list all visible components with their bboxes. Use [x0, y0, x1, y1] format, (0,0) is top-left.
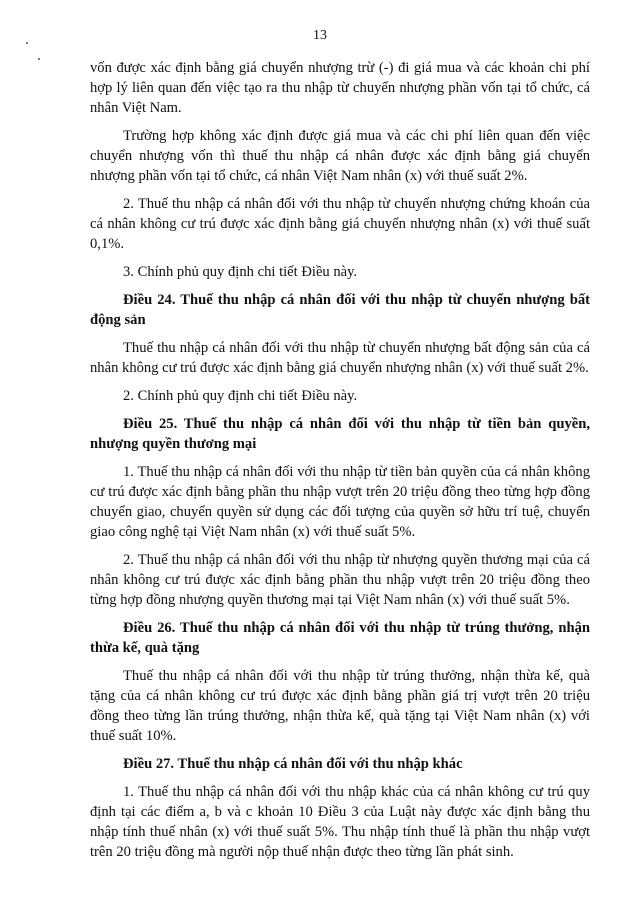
paragraph: Thuế thu nhập cá nhân đối với thu nhập từ trúng thưởng, nhận thừa kế, quà tặng của cá nhân không cư trú được xác định bằng phần giá trị vượt trên 20 triệu đồng theo từng lần trúng thưởng, nhận thừa kế, quà tặng tại Việt Nam nhân (x) với thuế suất 10%.: [90, 668, 590, 744]
paragraph: 2. Thuế thu nhập cá nhân đối với thu nhập từ chuyển nhượng chứng khoán của cá nhân không cư trú được xác định bằng giá chuyển nhượng nhân (x) với thuế suất 0,1%.: [90, 196, 590, 252]
article-heading-27: Điều 27. Thuế thu nhập cá nhân đối với thu nhập khác: [123, 756, 463, 772]
article-heading-24: Điều 24. Thuế thu nhập cá nhân đối với thu nhập từ chuyển nhượng bất động sản: [90, 292, 590, 328]
paragraph: 2. Thuế thu nhập cá nhân đối với thu nhập từ nhượng quyền thương mại của cá nhân không cư trú được xác định bằng phần thu nhập vượt trên 20 triệu đồng theo từng hợp đồng nhượng quyền thương mại tại Việt Nam nhân (x) với thuế suất 5%.: [90, 552, 590, 608]
article-heading-25: Điều 25. Thuế thu nhập cá nhân đối với thu nhập từ tiền bản quyền, nhượng quyền thương mại: [90, 416, 590, 452]
scan-speck: [38, 58, 40, 60]
paragraph: Thuế thu nhập cá nhân đối với thu nhập từ chuyển nhượng bất động sản của cá nhân không cư trú được xác định bằng giá chuyển nhượng nhân (x) với thuế suất 2%.: [90, 340, 590, 376]
article-heading-26: Điều 26. Thuế thu nhập cá nhân đối với thu nhập từ trúng thưởng, nhận thừa kế, quà tặng: [90, 620, 590, 656]
paragraph: 1. Thuế thu nhập cá nhân đối với thu nhập khác của cá nhân không cư trú quy định tại các điểm a, b và c khoản 10 Điều 3 của Luật này được xác định bằng thu nhập tính thuế nhân (x) với thuế suất 5%. Thu nhập tính thuế là phần thu nhập vượt trên 20 triệu đồng mà người nộp thuế nhận được theo từng lần phát sinh.: [90, 784, 590, 860]
paragraph: 2. Chính phủ quy định chi tiết Điều này.: [123, 388, 358, 404]
paragraph: Trường hợp không xác định được giá mua và các chi phí liên quan đến việc chuyển nhượng vốn thì thuế thu nhập cá nhân được xác định bằng giá chuyển nhượng phần vốn tại tổ chức, cá nhân Việt Nam nhân (x) với thuế suất 2%.: [90, 128, 590, 184]
paragraph: 3. Chính phủ quy định chi tiết Điều này.: [123, 264, 358, 280]
page-number: 13: [313, 28, 327, 43]
document-body: [90, 58, 590, 870]
paragraph: 1. Thuế thu nhập cá nhân đối với thu nhập từ tiền bản quyền của cá nhân không cư trú được xác định bằng phần thu nhập vượt trên 20 triệu đồng theo từng hợp đồng chuyển giao, chuyển quyền sử dụng các đối tượng của quyền sở hữu trí tuệ, chuyển giao công nghệ tại Việt Nam nhân (x) với thuế suất 5%.: [90, 464, 590, 540]
paragraph-continuation: vốn được xác định bằng giá chuyển nhượng trừ (-) đi giá mua và các khoản chi phí hợp lý liên quan đến việc tạo ra thu nhập từ chuyển nhượng phần vốn tại tổ chức, cá nhân Việt Nam.: [90, 60, 590, 116]
